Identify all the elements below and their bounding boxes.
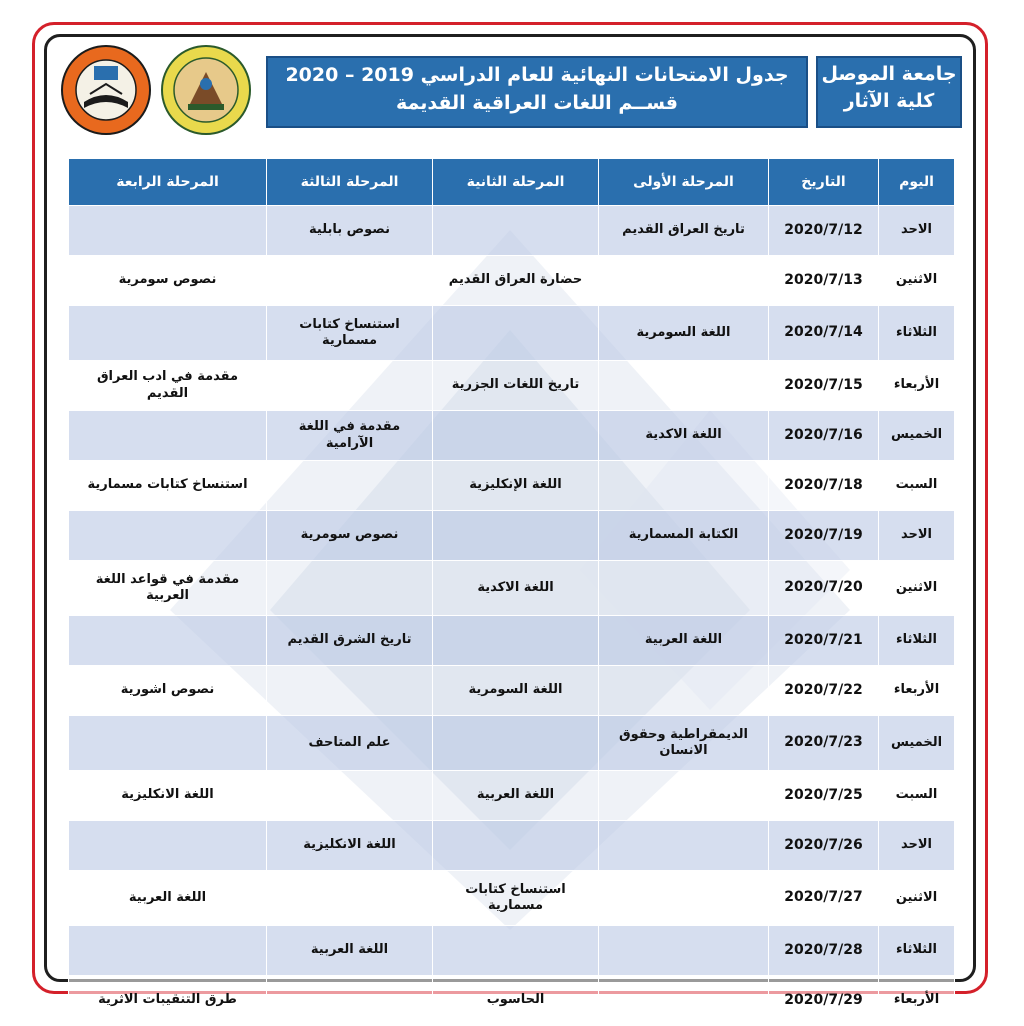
date-cell: 2020/7/14 bbox=[769, 306, 879, 361]
stage-4-cell bbox=[69, 821, 267, 871]
day-cell: الاحد bbox=[879, 511, 955, 561]
stage-4-cell: اللغة العربية bbox=[69, 871, 267, 926]
stage-4-cell: استنساخ كتابات مسمارية bbox=[69, 461, 267, 511]
header-day: اليوم bbox=[879, 159, 955, 206]
day-cell: الثلاثاء bbox=[879, 616, 955, 666]
table-row bbox=[69, 306, 955, 361]
stage-3-cell: اللغة الانكليزية bbox=[267, 821, 433, 871]
day-cell: الثلاثاء bbox=[879, 306, 955, 361]
table-row bbox=[69, 411, 955, 461]
stage-4-cell bbox=[69, 306, 267, 361]
stage-1-cell bbox=[599, 926, 769, 976]
day-cell: الثلاثاء bbox=[879, 926, 955, 976]
stage-4-cell bbox=[69, 926, 267, 976]
date-cell: 2020/7/15 bbox=[769, 361, 879, 411]
day-cell: الاثنين bbox=[879, 871, 955, 926]
table-row bbox=[69, 821, 955, 871]
header-stage-3: المرحلة الثالثة bbox=[267, 159, 433, 206]
stage-2-cell: اللغة العربية bbox=[433, 771, 599, 821]
stage-4-cell bbox=[69, 616, 267, 666]
stage-3-cell bbox=[267, 561, 433, 616]
date-cell: 2020/7/20 bbox=[769, 561, 879, 616]
table-row bbox=[69, 771, 955, 821]
header-stage-2: المرحلة الثانية bbox=[433, 159, 599, 206]
stage-4-cell: مقدمة في قواعد اللغة العربية bbox=[69, 561, 267, 616]
table-row bbox=[69, 616, 955, 666]
table-row bbox=[69, 666, 955, 716]
date-cell: 2020/7/12 bbox=[769, 206, 879, 256]
date-cell: 2020/7/29 bbox=[769, 976, 879, 1026]
stage-2-cell bbox=[433, 511, 599, 561]
day-cell: الأربعاء bbox=[879, 976, 955, 1026]
stage-4-cell: نصوص سومرية bbox=[69, 256, 267, 306]
day-cell: السبت bbox=[879, 461, 955, 511]
university-name: جامعة الموصل bbox=[821, 63, 957, 85]
stage-2-cell: اللغة الإنكليزية bbox=[433, 461, 599, 511]
university-name-box bbox=[816, 56, 962, 128]
table-row bbox=[69, 871, 955, 926]
stage-3-cell bbox=[267, 256, 433, 306]
stage-4-cell: طرق التنقيبات الاثرية bbox=[69, 976, 267, 1026]
day-cell: السبت bbox=[879, 771, 955, 821]
stage-1-cell bbox=[599, 821, 769, 871]
stage-2-cell bbox=[433, 411, 599, 461]
title-line-2: قســم اللغات العراقية القديمة bbox=[396, 92, 678, 114]
stage-3-cell: استنساخ كتابات مسمارية bbox=[267, 306, 433, 361]
stage-3-cell bbox=[267, 976, 433, 1026]
stage-3-cell: علم المتاحف bbox=[267, 716, 433, 771]
day-cell: الاثنين bbox=[879, 561, 955, 616]
stage-3-cell bbox=[267, 461, 433, 511]
day-cell: الاثنين bbox=[879, 256, 955, 306]
date-cell: 2020/7/19 bbox=[769, 511, 879, 561]
stage-4-cell bbox=[69, 716, 267, 771]
stage-2-cell: حضارة العراق القديم bbox=[433, 256, 599, 306]
stage-1-cell: اللغة العربية bbox=[599, 616, 769, 666]
table-row bbox=[69, 256, 955, 306]
table-header-row bbox=[69, 159, 955, 206]
stage-3-cell: نصوص بابلية bbox=[267, 206, 433, 256]
stage-4-cell bbox=[69, 411, 267, 461]
stage-2-cell: الحاسوب bbox=[433, 976, 599, 1026]
stage-3-cell: نصوص سومرية bbox=[267, 511, 433, 561]
stage-2-cell: تاريخ اللغات الجزرية bbox=[433, 361, 599, 411]
stage-1-cell bbox=[599, 256, 769, 306]
table-row bbox=[69, 206, 955, 256]
stage-1-cell bbox=[599, 361, 769, 411]
day-cell: الخميس bbox=[879, 411, 955, 461]
stage-2-cell: اللغة الاكدية bbox=[433, 561, 599, 616]
stage-2-cell: استنساخ كتابات مسمارية bbox=[433, 871, 599, 926]
stage-2-cell bbox=[433, 306, 599, 361]
stage-3-cell bbox=[267, 871, 433, 926]
date-cell: 2020/7/23 bbox=[769, 716, 879, 771]
stage-2-cell bbox=[433, 616, 599, 666]
stage-3-cell bbox=[267, 361, 433, 411]
stage-1-cell: اللغة الاكدية bbox=[599, 411, 769, 461]
stage-3-cell: اللغة العربية bbox=[267, 926, 433, 976]
header-stage-1: المرحلة الأولى bbox=[599, 159, 769, 206]
date-cell: 2020/7/27 bbox=[769, 871, 879, 926]
stage-1-cell bbox=[599, 871, 769, 926]
stage-2-cell bbox=[433, 716, 599, 771]
stage-1-cell bbox=[599, 461, 769, 511]
stage-1-cell: الديمقراطية وحقوق الانسان bbox=[599, 716, 769, 771]
title-line-1: جدول الامتحانات النهائية للعام الدراسي 2019 – 2020 bbox=[285, 64, 789, 86]
table-row bbox=[69, 926, 955, 976]
stage-2-cell bbox=[433, 821, 599, 871]
stage-1-cell bbox=[599, 771, 769, 821]
day-cell: الأربعاء bbox=[879, 666, 955, 716]
date-cell: 2020/7/28 bbox=[769, 926, 879, 976]
date-cell: 2020/7/21 bbox=[769, 616, 879, 666]
exam-schedule-title bbox=[266, 56, 808, 128]
day-cell: الاحد bbox=[879, 821, 955, 871]
stage-1-cell bbox=[599, 976, 769, 1026]
stage-4-cell: مقدمة في ادب العراق القديم bbox=[69, 361, 267, 411]
stage-3-cell: مقدمة في اللغة الآرامية bbox=[267, 411, 433, 461]
stage-3-cell bbox=[267, 666, 433, 716]
table-row bbox=[69, 461, 955, 511]
stage-1-cell: الكتابة المسمارية bbox=[599, 511, 769, 561]
date-cell: 2020/7/25 bbox=[769, 771, 879, 821]
date-cell: 2020/7/26 bbox=[769, 821, 879, 871]
stage-1-cell: تاريخ العراق القديم bbox=[599, 206, 769, 256]
stage-4-cell: اللغة الانكليزية bbox=[69, 771, 267, 821]
table-row bbox=[69, 976, 955, 1026]
table-row bbox=[69, 716, 955, 771]
stage-4-cell: نصوص اشورية bbox=[69, 666, 267, 716]
day-cell: الأربعاء bbox=[879, 361, 955, 411]
exam-schedule-table bbox=[68, 158, 955, 1026]
table-row bbox=[69, 561, 955, 616]
stage-2-cell bbox=[433, 926, 599, 976]
date-cell: 2020/7/13 bbox=[769, 256, 879, 306]
day-cell: الخميس bbox=[879, 716, 955, 771]
date-cell: 2020/7/22 bbox=[769, 666, 879, 716]
stage-1-cell bbox=[599, 666, 769, 716]
stage-2-cell bbox=[433, 206, 599, 256]
day-cell: الاحد bbox=[879, 206, 955, 256]
date-cell: 2020/7/16 bbox=[769, 411, 879, 461]
header-date: التاريخ bbox=[769, 159, 879, 206]
college-name: كلية الآثار bbox=[843, 90, 935, 112]
header-stage-4: المرحلة الرابعة bbox=[69, 159, 267, 206]
stage-3-cell bbox=[267, 771, 433, 821]
stage-1-cell bbox=[599, 561, 769, 616]
archaeology-college-logo-icon bbox=[160, 44, 252, 136]
stage-4-cell bbox=[69, 206, 267, 256]
mosul-university-logo-icon bbox=[60, 44, 152, 136]
date-cell: 2020/7/18 bbox=[769, 461, 879, 511]
stage-2-cell: اللغة السومرية bbox=[433, 666, 599, 716]
stage-4-cell bbox=[69, 511, 267, 561]
table-row bbox=[69, 511, 955, 561]
table-row bbox=[69, 361, 955, 411]
stage-1-cell: اللغة السومرية bbox=[599, 306, 769, 361]
stage-3-cell: تاريخ الشرق القديم bbox=[267, 616, 433, 666]
